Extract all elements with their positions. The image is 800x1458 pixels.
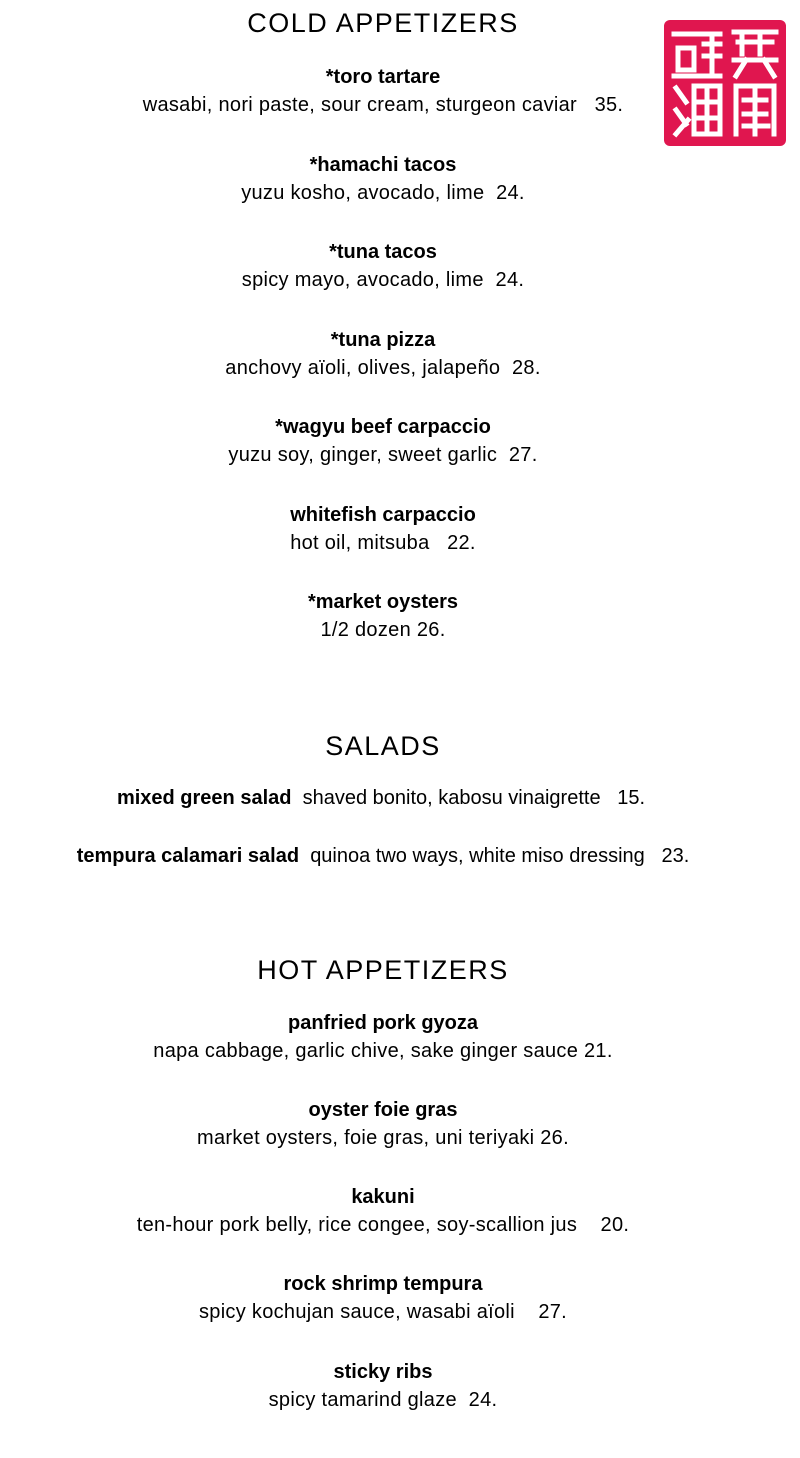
menu-item xyxy=(0,64,766,120)
menu-item-desc: 1/2 dozen 26. xyxy=(320,619,446,641)
menu-item xyxy=(0,327,766,383)
menu-item-desc: spicy tamarind glaze 24. xyxy=(268,1389,498,1411)
menu-item-name: panfried pork gyoza xyxy=(287,1012,479,1034)
menu-item xyxy=(0,152,766,208)
menu-item-name: *tuna tacos xyxy=(329,241,437,263)
menu-item-name: rock shrimp tempura xyxy=(283,1273,483,1295)
menu-item xyxy=(0,1010,766,1066)
section-title-salads: SALADS xyxy=(325,731,441,761)
menu-item-desc: spicy mayo, avocado, lime 24. xyxy=(241,269,525,291)
menu-item-desc: hot oil, mitsuba 22. xyxy=(290,532,476,554)
menu-item-desc: yuzu soy, ginger, sweet garlic 27. xyxy=(228,444,538,466)
menu-item-desc: napa cabbage, garlic chive, sake ginger sauce 21. xyxy=(153,1040,613,1062)
salad-item-desc: shaved bonito, kabosu vinaigrette 15. xyxy=(302,787,646,809)
menu-item-name: kakuni xyxy=(351,1186,415,1208)
menu-item xyxy=(0,589,766,645)
menu-item xyxy=(0,502,766,558)
menu-item-name: *toro tartare xyxy=(325,66,441,88)
salad-item-name: mixed green salad xyxy=(116,787,292,809)
salad-item xyxy=(0,842,766,870)
section-title-cold-appetizers: COLD APPETIZERS xyxy=(247,8,519,38)
menu-item-name: *tuna pizza xyxy=(330,329,436,351)
menu-item xyxy=(0,414,766,470)
menu-item-name: sticky ribs xyxy=(333,1361,433,1383)
menu-item-name: *hamachi tacos xyxy=(309,154,457,176)
salad-item xyxy=(0,784,762,812)
menu-item-desc: ten-hour pork belly, rice congee, soy-scallion jus 20. xyxy=(136,1214,630,1236)
menu-item xyxy=(0,1359,766,1415)
menu-item-desc: spicy kochujan sauce, wasabi aïoli 27. xyxy=(198,1301,568,1323)
menu-item-name: whitefish carpaccio xyxy=(290,504,476,526)
menu-item-name: *market oysters xyxy=(307,591,459,613)
menu-item-desc: wasabi, nori paste, sour cream, sturgeon caviar 35. xyxy=(142,94,624,116)
menu-item xyxy=(0,1184,766,1240)
menu-item-desc: yuzu kosho, avocado, lime 24. xyxy=(241,182,525,204)
salad-item-name: tempura calamari salad xyxy=(76,845,300,867)
menu-item-desc: anchovy aïoli, olives, jalapeño 28. xyxy=(225,357,541,379)
menu-item xyxy=(0,1097,766,1153)
menu-item-name: *wagyu beef carpaccio xyxy=(275,416,491,438)
menu-item xyxy=(0,1271,766,1327)
menu-item-desc: market oysters, foie gras, uni teriyaki 26. xyxy=(197,1127,569,1149)
section-title-hot-appetizers: HOT APPETIZERS xyxy=(257,955,509,985)
salad-item-desc: quinoa two ways, white miso dressing 23. xyxy=(310,845,690,867)
menu-item xyxy=(0,239,766,295)
menu-item-name: oyster foie gras xyxy=(308,1099,458,1121)
